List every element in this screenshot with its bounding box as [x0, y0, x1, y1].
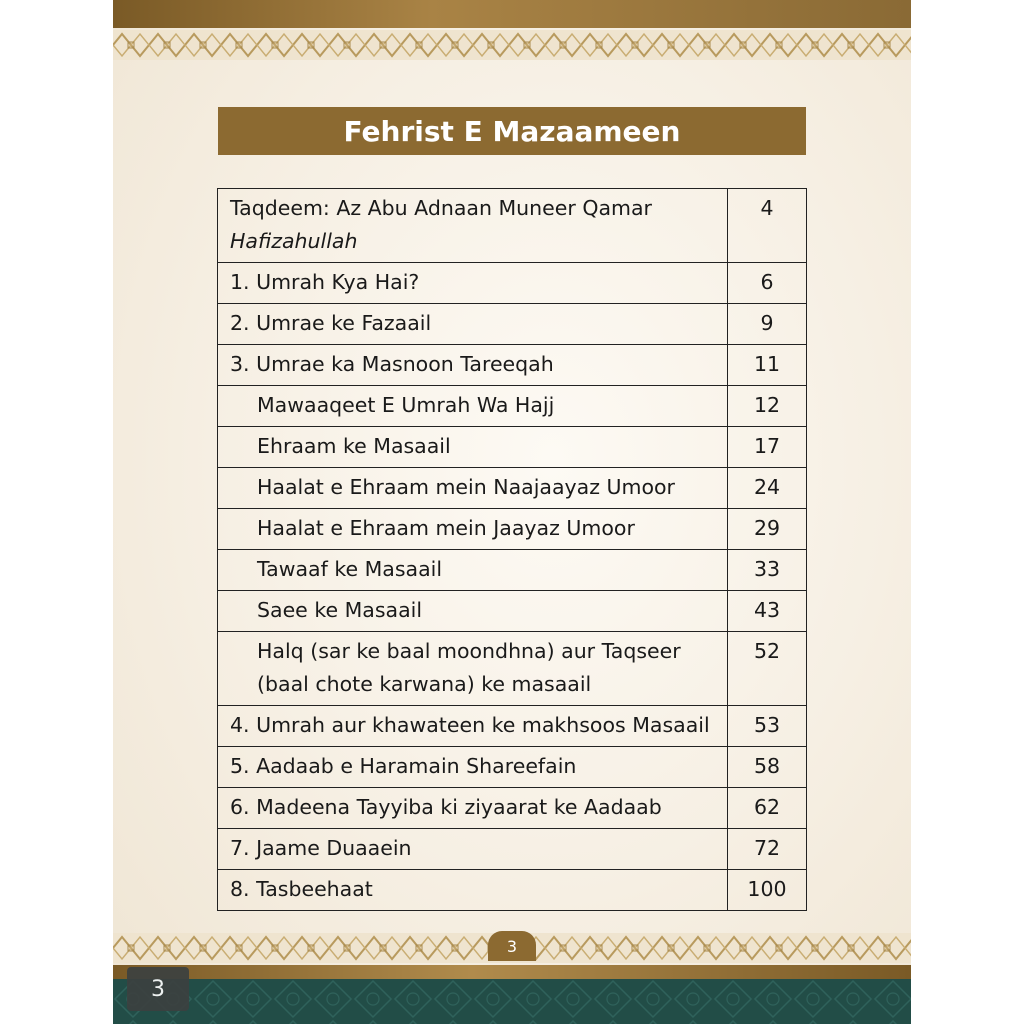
viewer-page-indicator[interactable]: 3	[127, 967, 189, 1011]
toc-entry-text: Saee ke Masaail	[257, 598, 423, 622]
table-row	[218, 509, 807, 550]
toc-page-number: 24	[728, 468, 807, 509]
toc-entry-text: 6. Madeena Tayyiba ki ziyaarat ke Aadaab	[230, 795, 662, 819]
toc-entry-text: 1. Umrah Kya Hai?	[230, 270, 420, 294]
table-row	[218, 706, 807, 747]
toc-entry-title	[218, 829, 728, 870]
toc-entry-text: Haalat e Ehraam mein Jaayaz Umoor	[257, 516, 635, 540]
toc-entry-title	[218, 550, 728, 591]
toc-entry-text: 8. Tasbeehaat	[230, 877, 373, 901]
toc-entry-title	[218, 632, 728, 706]
toc-page-number: 4	[728, 189, 807, 263]
table-row	[218, 427, 807, 468]
toc-entry-title	[218, 189, 728, 263]
table-row	[218, 345, 807, 386]
toc-page-number: 33	[728, 550, 807, 591]
bottom-green-band	[113, 979, 911, 1024]
toc-entry-text: 7. Jaame Duaaein	[230, 836, 412, 860]
toc-entry-title	[218, 591, 728, 632]
toc-entry-text: Haalat e Ehraam mein Naajaayaz Umoor	[257, 475, 675, 499]
toc-page-number: 43	[728, 591, 807, 632]
toc-page-number: 58	[728, 747, 807, 788]
contents-heading-banner	[218, 107, 806, 155]
contents-heading: Fehrist E Mazaameen	[343, 114, 681, 148]
toc-page-number: 100	[728, 870, 807, 911]
toc-entry-title	[218, 788, 728, 829]
toc-page-number: 17	[728, 427, 807, 468]
toc-entry-title	[218, 509, 728, 550]
table-row	[218, 468, 807, 509]
toc-entry-text: 4. Umrah aur khawateen ke makhsoos Masaail	[230, 713, 710, 737]
table-row	[218, 591, 807, 632]
table-of-contents	[217, 188, 807, 911]
toc-page-number: 72	[728, 829, 807, 870]
toc-page-number: 62	[728, 788, 807, 829]
toc-entry-text: 5. Aadaab e Haramain Shareefain	[230, 754, 577, 778]
toc-entry-title	[218, 706, 728, 747]
toc-entry-title	[218, 304, 728, 345]
table-row	[218, 304, 807, 345]
toc-entry-text: 2. Umrae ke Fazaail	[230, 311, 432, 335]
table-row	[218, 788, 807, 829]
table-row	[218, 386, 807, 427]
toc-entry-title	[218, 427, 728, 468]
toc-page-number: 12	[728, 386, 807, 427]
toc-page-number: 52	[728, 632, 807, 706]
toc-entry-text: Taqdeem: Az Abu Adnaan Muneer Qamar	[230, 196, 652, 220]
top-ornamental-border	[113, 30, 911, 60]
table-row	[218, 870, 807, 911]
toc-page-number: 29	[728, 509, 807, 550]
toc-entry-title	[218, 345, 728, 386]
table-row	[218, 550, 807, 591]
toc-page-number: 11	[728, 345, 807, 386]
toc-entry-text: Mawaaqeet E Umrah Wa Hajj	[257, 393, 555, 417]
top-gold-bar	[113, 0, 911, 28]
toc-page-number: 6	[728, 263, 807, 304]
toc-entry-text: Tawaaf ke Masaail	[257, 557, 443, 581]
page-number-badge: 3	[488, 931, 536, 961]
book-page	[113, 0, 911, 1024]
table-row	[218, 189, 807, 263]
table-row	[218, 747, 807, 788]
table-row	[218, 263, 807, 304]
toc-entry-text: Ehraam ke Masaail	[257, 434, 451, 458]
toc-entry-text: 3. Umrae ka Masnoon Tareeqah	[230, 352, 554, 376]
toc-entry-title	[218, 263, 728, 304]
toc-page-number: 53	[728, 706, 807, 747]
toc-page-number: 9	[728, 304, 807, 345]
table-row	[218, 829, 807, 870]
toc-entry-text: Halq (sar ke baal moondhna) aur Taqseer (baal chote karwana) ke masaail	[257, 639, 681, 696]
table-row	[218, 632, 807, 706]
bottom-gold-bar	[113, 965, 911, 979]
toc-entry-subtitle: Hafizahullah	[230, 229, 358, 253]
toc-entry-title	[218, 468, 728, 509]
toc-entry-title	[218, 747, 728, 788]
toc-entry-title	[218, 870, 728, 911]
toc-entry-title	[218, 386, 728, 427]
